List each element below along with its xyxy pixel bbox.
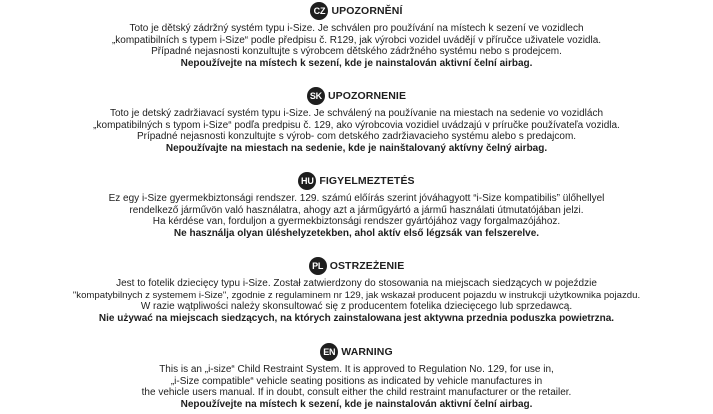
section-heading — [0, 86, 713, 106]
warning-section-pl — [0, 256, 713, 324]
body-line: Toto je dětský zádržný systém typu i-Size. Je schválen pro používání na místech k sezení ve vozidlech — [129, 23, 584, 34]
airbag-warning: Nepoužívajte na miestach na sedenie, kde je nainštalovaný aktívny čelný airbag. — [165, 142, 548, 154]
body-line: This is an „i-size“ Child Restraint System. It is approved to Regulation No. 129, for use in, — [159, 364, 554, 375]
section-heading — [0, 1, 713, 21]
body-line: „kompatibilních s typem i-Size“ podle předpisu č. R129, jak výrobci vozidel uvádějí v příručce uživatele vozidla. — [111, 34, 602, 46]
section-title: OSTRZEŻENIE — [329, 260, 405, 272]
body-line: Jest to fotelik dziecięcy typu i-Size. Został zatwierdzony do stosowania na miejscach siedzących w pojeździe — [116, 278, 597, 289]
body-line: „i-Size compatible“ vehicle seating positions as indicated by vehicle manufactures in — [170, 375, 543, 387]
warning-section-sk — [0, 86, 713, 154]
section-title: WARNING — [341, 346, 393, 358]
language-badge-sk: SK — [307, 87, 325, 105]
airbag-warning: Nepoužívejte na místech k sezení, kde je nainstalován aktivní čelní airbag. — [180, 57, 533, 69]
warning-section-cz — [0, 1, 713, 69]
body-line: "kompatybilnych z systemem i-Size", zgodnie z regulaminem nr 129, jak wskazał producent pojazdu w instrukcji użytkownika pojazdu. — [72, 289, 641, 301]
body-line: the vehicle users manual. If in doubt, consult either the child restraint manufacturer or the retailer. — [141, 387, 572, 398]
section-heading — [0, 342, 713, 362]
language-badge-en: EN — [320, 343, 338, 361]
body-line: W razie wątpliwości należy skonsultować się z producentem fotelika dziecięcego lub sprzedawcą. — [140, 301, 573, 312]
section-title: UPOZORNENIE — [327, 90, 407, 102]
body-line: Toto je detský zadržiavací systém typu i-Size. Je schválený na používanie na miestach na sedenie vo vozidlách — [109, 108, 604, 119]
airbag-warning: Ne használja olyan üléshelyzetekben, ahol aktív első légzsák van felszerelve. — [173, 227, 540, 239]
warning-section-en — [0, 342, 713, 410]
section-heading — [0, 171, 713, 191]
body-line: Ha kérdése van, forduljon a gyermekbiztonsági rendszer gyártójához vagy forgalmazójához. — [152, 216, 561, 227]
body-line: „kompatibilných s typom i-Size“ podľa predpisu č. 129, ako výrobcovia vozidiel uvádzajú v príručke používateľa vozidla. — [93, 119, 620, 131]
body-line: Ez egy i-Size gyermekbiztonsági rendszer. 129. számú előírás szerint jóváhagyott “i-Size kompatibilis” ülőhellyel — [108, 193, 605, 204]
language-badge-pl: PL — [309, 257, 327, 275]
section-title: UPOZORNĚNÍ — [331, 5, 403, 17]
body-line: Případné nejasnosti konzultujte s výrobcem dětského zádržného systému nebo s prodejcem. — [151, 46, 562, 57]
language-badge-cz: CZ — [310, 2, 328, 20]
section-heading — [0, 256, 713, 276]
section-title: FIGYELMEZTETÉS — [319, 175, 415, 187]
body-line: rendelkező járművön való használatra, ahogy azt a járműgyártó a jármű használati útmutatójában jelzi. — [129, 204, 584, 216]
airbag-warning: Nie używać na miejscach siedzących, na których zainstalowana jest aktywna przednia poduszka powietrzna. — [98, 312, 615, 324]
language-badge-hu: HU — [298, 172, 316, 190]
warning-section-hu — [0, 171, 713, 239]
body-line: Prípadné nejasnosti konzultujte s výrob- com detského zadržiavacieho systému alebo s predajcom. — [136, 131, 577, 142]
airbag-warning: Nepoužívejte na místech k sezení, kde je nainstalován aktivní čelní airbag. — [180, 398, 533, 410]
